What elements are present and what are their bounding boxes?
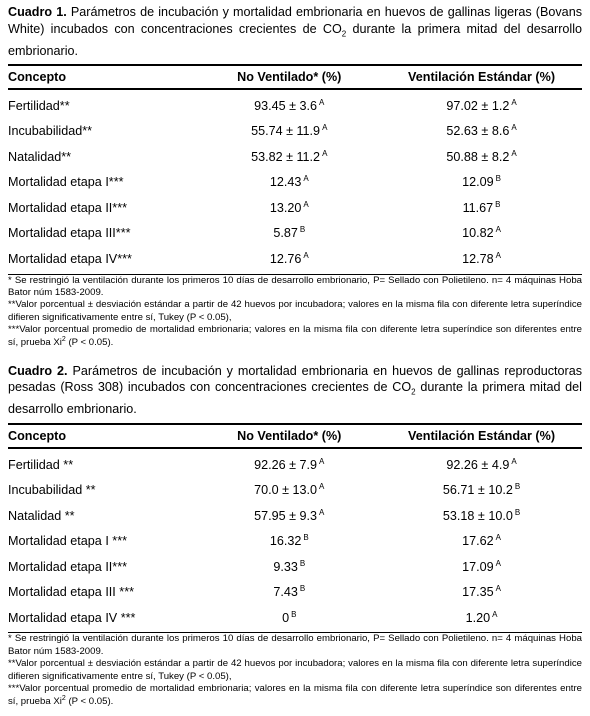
ventilacion-cell bbox=[381, 246, 582, 272]
significance-letter: B bbox=[299, 584, 306, 594]
cell-value: 53.18 ± 10.0 bbox=[442, 508, 513, 523]
cell-value: 17.35 bbox=[462, 585, 494, 600]
no-ventilado-cell bbox=[197, 170, 381, 196]
no-ventilado-cell bbox=[197, 503, 381, 529]
cell-value: 17.62 bbox=[462, 534, 494, 549]
row-label: Mortalidad etapa I *** bbox=[8, 534, 128, 549]
ventilacion-cell bbox=[381, 554, 582, 580]
no-ventilado-cell bbox=[197, 195, 381, 221]
table2-note-3-text: ***Valor porcentual promedio de mortalidad embrionaria; valores en la misma fila con diferente letra superíndice son diferentes entre sí, prueba Xi bbox=[8, 683, 582, 707]
table1-note-2: **Valor porcentual ± desviación estándar a partir de 42 huevos por incubadora; valores en la misma fila con diferente letra superíndice difieren significativamente entre sí, Tukey (P < 0.05), bbox=[8, 299, 582, 323]
significance-letter: B bbox=[495, 174, 501, 184]
significance-letter: A bbox=[495, 250, 501, 260]
table-row bbox=[8, 605, 582, 631]
table1-caption-tail: durante la primera mitad del desarrollo embrionario. bbox=[8, 21, 582, 58]
table2-caption-tail: durante la primera mitad del desarrollo embrionario. bbox=[8, 380, 582, 417]
significance-letter: A bbox=[511, 148, 517, 158]
ventilacion-cell bbox=[381, 477, 582, 503]
table1-note-1: * Se restringió la ventilación durante los primeros 10 días de desarrollo embrionario, P= Sellado con Polietileno. n= 4 máquinas Hoba Bator núm 1583-2009. bbox=[8, 274, 582, 298]
table2-header-rule bbox=[8, 447, 582, 449]
cell-value: 13.20 bbox=[269, 200, 302, 215]
table-row bbox=[8, 119, 582, 145]
significance-letter: A bbox=[492, 609, 498, 619]
row-label: Mortalidad etapa II*** bbox=[8, 200, 128, 215]
significance-letter: A bbox=[319, 507, 325, 517]
cell-value: 12.09 bbox=[462, 175, 494, 190]
ventilacion-cell bbox=[381, 195, 582, 221]
significance-letter: B bbox=[514, 482, 521, 492]
significance-letter: A bbox=[303, 199, 309, 209]
significance-letter: A bbox=[303, 174, 309, 184]
table-row bbox=[8, 503, 582, 529]
row-label: Natalidad ** bbox=[8, 508, 75, 523]
ventilacion-cell bbox=[381, 170, 582, 196]
ventilacion-cell bbox=[381, 221, 582, 247]
cell-value: 93.45 ± 3.6 bbox=[254, 98, 318, 113]
table1-header-row bbox=[8, 66, 582, 88]
cell-value: 56.71 ± 10.2 bbox=[442, 483, 513, 498]
significance-letter: A bbox=[322, 148, 328, 158]
row-label: Mortalidad etapa IV*** bbox=[8, 251, 132, 266]
row-label: Mortalidad etapa III*** bbox=[8, 226, 131, 241]
table-row bbox=[8, 93, 582, 119]
cell-value: 70.0 ± 13.0 bbox=[254, 483, 318, 498]
no-ventilado-cell bbox=[197, 119, 381, 145]
no-ventilado-cell bbox=[197, 246, 381, 272]
no-ventilado-cell bbox=[197, 452, 381, 478]
cell-value: 12.43 bbox=[269, 175, 302, 190]
table1-caption bbox=[8, 4, 582, 59]
table-row bbox=[8, 477, 582, 503]
table-row bbox=[8, 579, 582, 605]
table1-header-no-ventilado: No Ventilado* (%) bbox=[237, 70, 342, 85]
table-row bbox=[8, 554, 582, 580]
ventilacion-cell bbox=[381, 605, 582, 631]
no-ventilado-cell bbox=[197, 579, 381, 605]
table-row bbox=[8, 170, 582, 196]
no-ventilado-cell bbox=[197, 554, 381, 580]
ventilacion-cell bbox=[381, 528, 582, 554]
significance-letter: A bbox=[322, 123, 328, 133]
cell-value: 9.33 bbox=[273, 559, 298, 574]
significance-letter: A bbox=[495, 225, 501, 235]
significance-letter: A bbox=[303, 250, 309, 260]
significance-letter: A bbox=[511, 97, 517, 107]
cell-value: 16.32 bbox=[269, 534, 302, 549]
table2-caption bbox=[8, 363, 582, 418]
table-row bbox=[8, 221, 582, 247]
cell-value: 12.76 bbox=[269, 251, 302, 266]
table1-caption-text: Parámetros de incubación y mortalidad embrionaria en huevos de gallinas ligeras (Bovans White) incubados con concentraciones crecientes de CO bbox=[8, 5, 582, 36]
table1-caption-label: Cuadro 1. bbox=[8, 5, 67, 19]
cell-value: 92.26 ± 7.9 bbox=[254, 457, 318, 472]
significance-letter: A bbox=[495, 558, 501, 568]
significance-letter: A bbox=[495, 533, 501, 543]
table1-header-rule bbox=[8, 88, 582, 90]
table1-note-3-text: ***Valor porcentual promedio de mortalidad embrionaria; valores en la misma fila con diferente letra superíndice son diferentes entre sí, prueba Xi bbox=[8, 324, 582, 348]
cell-value: 50.88 ± 8.2 bbox=[446, 149, 510, 164]
table2-caption-text: Parámetros de incubación y mortalidad embrionaria en huevos de gallinas reproductoras pesadas (Ross 308) incubados con concentraciones crecientes de CO bbox=[8, 363, 582, 395]
table2-body bbox=[8, 452, 582, 631]
row-label: Mortalidad etapa I*** bbox=[8, 175, 124, 190]
table1-note-3-sup: 2 bbox=[61, 335, 66, 343]
significance-letter: B bbox=[299, 225, 306, 235]
row-label: Fertilidad ** bbox=[8, 457, 74, 472]
cell-value: 55.74 ± 11.9 bbox=[251, 124, 321, 139]
cell-value: 12.78 bbox=[462, 251, 494, 266]
table2-header-no-ventilado: No Ventilado* (%) bbox=[237, 428, 342, 443]
cell-value: 53.82 ± 11.2 bbox=[251, 149, 321, 164]
cell-value: 17.09 bbox=[462, 559, 494, 574]
significance-letter: B bbox=[514, 507, 521, 517]
table2-note-3-tail: (P < 0.05). bbox=[65, 695, 114, 707]
row-label: Incubabilidad ** bbox=[8, 483, 96, 498]
table-row bbox=[8, 195, 582, 221]
table1-header-ventilacion: Ventilación Estándar (%) bbox=[408, 70, 556, 85]
table2-header-row bbox=[8, 425, 582, 447]
table1-note-3-tail: (P < 0.05). bbox=[65, 336, 114, 348]
table2 bbox=[8, 425, 582, 447]
table1-note-3 bbox=[8, 324, 582, 349]
row-label: Fertilidad** bbox=[8, 98, 70, 113]
significance-letter: B bbox=[303, 533, 309, 543]
table-row bbox=[8, 452, 582, 478]
no-ventilado-cell bbox=[197, 605, 381, 631]
table-row bbox=[8, 144, 582, 170]
no-ventilado-cell bbox=[197, 528, 381, 554]
table-row bbox=[8, 246, 582, 272]
ventilacion-cell bbox=[381, 119, 582, 145]
table2-note-1: * Se restringió la ventilación durante los primeros 10 días de desarrollo embrionario, P= Sellado con Polietileno. n= 4 máquinas Hoba Bator núm 1583-2009. bbox=[8, 633, 582, 657]
significance-letter: B bbox=[291, 609, 297, 619]
significance-letter: A bbox=[495, 584, 501, 594]
significance-letter: B bbox=[299, 558, 306, 568]
significance-letter: A bbox=[319, 456, 325, 466]
table2-note-2: **Valor porcentual ± desviación estándar a partir de 42 huevos por incubadora; valores en la misma fila con diferente letra superíndice difieren significativamente entre sí, Tukey (P < 0.05), bbox=[8, 658, 582, 682]
cell-value: 57.95 ± 9.3 bbox=[254, 508, 318, 523]
cell-value: 92.26 ± 4.9 bbox=[446, 457, 510, 472]
no-ventilado-cell bbox=[197, 93, 381, 119]
table1-caption-sub: 2 bbox=[341, 29, 347, 39]
significance-letter: A bbox=[319, 482, 325, 492]
table2-caption-sub: 2 bbox=[411, 387, 416, 397]
cell-value: 11.67 bbox=[462, 200, 494, 215]
row-label: Natalidad** bbox=[8, 149, 72, 164]
cell-value: 5.87 bbox=[273, 226, 298, 241]
no-ventilado-cell bbox=[197, 221, 381, 247]
table2-caption-label: Cuadro 2. bbox=[8, 363, 68, 378]
table1 bbox=[8, 66, 582, 88]
cell-value: 0 bbox=[282, 610, 290, 625]
table2-note-3-sup: 2 bbox=[61, 694, 66, 702]
ventilacion-cell bbox=[381, 579, 582, 605]
table2-header-concepto: Concepto bbox=[8, 428, 67, 443]
significance-letter: A bbox=[511, 456, 517, 466]
significance-letter: A bbox=[319, 97, 325, 107]
row-label: Mortalidad etapa III *** bbox=[8, 585, 135, 600]
row-label: Mortalidad etapa IV *** bbox=[8, 610, 136, 625]
cell-value: 52.63 ± 8.6 bbox=[446, 124, 510, 139]
ventilacion-cell bbox=[381, 503, 582, 529]
cell-value: 7.43 bbox=[273, 585, 298, 600]
row-label: Incubabilidad** bbox=[8, 124, 93, 139]
table1-header-concepto: Concepto bbox=[8, 70, 67, 85]
no-ventilado-cell bbox=[197, 144, 381, 170]
cell-value: 10.82 bbox=[462, 226, 494, 241]
table2-header-ventilacion: Ventilación Estándar (%) bbox=[408, 428, 556, 443]
table2-notes bbox=[8, 633, 582, 707]
ventilacion-cell bbox=[381, 452, 582, 478]
table2-note-3 bbox=[8, 683, 582, 708]
table1-body bbox=[8, 93, 582, 272]
table1-notes bbox=[8, 275, 582, 349]
ventilacion-cell bbox=[381, 144, 582, 170]
significance-letter: A bbox=[511, 123, 517, 133]
table-row bbox=[8, 528, 582, 554]
cell-value: 97.02 ± 1.2 bbox=[446, 98, 510, 113]
no-ventilado-cell bbox=[197, 477, 381, 503]
row-label: Mortalidad etapa II*** bbox=[8, 559, 128, 574]
ventilacion-cell bbox=[381, 93, 582, 119]
significance-letter: B bbox=[495, 199, 501, 209]
cell-value: 1.20 bbox=[465, 610, 491, 625]
